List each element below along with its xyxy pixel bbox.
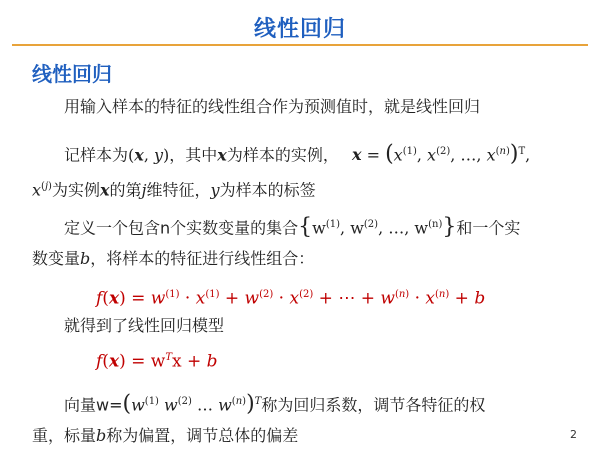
section-heading: 线性回归 (32, 62, 112, 86)
page-number: 2 (570, 428, 577, 441)
paragraph-model-result: 就得到了线性回归模型 (64, 316, 225, 335)
paragraph-weights-set: 定义一个包含n个实数变量的集合{$w^{(1)}$, $w^{(2)}$, …, $w^{(n)}$}和一个实 (64, 214, 521, 240)
paragraph-coefficient-vector: 向量$w=(w^{(1)}$ $w^{(2)}$ … $w^{(n)})^T$称为回归系数，调节各特征的权 (64, 391, 486, 417)
title-divider (12, 44, 588, 46)
formula-linear-combination: $f(x) = w^{(1)} \cdot x^{(1)} + w^{(2)} \cdot x^{(2)}$ + ⋯ + $w^{(n)} \cdot x^{(n)} + b$ (96, 288, 486, 309)
paragraph-sample-definition: 记样本为(x, y)，其中x为样本的实例， $x = (x^{(1)}$, $x^{(2)}$, …, $x^{(n)})^T$, (64, 141, 531, 167)
paragraph-feature-definition: $x^{(j)}$为实例x的第j维特征，y为样本的标签 (32, 180, 316, 200)
formula-linear-model: $f(x) = w^Tx + b$ (96, 351, 218, 372)
paragraph-bias-description: 重，标量b称为偏置，调节总体的偏差 (32, 426, 299, 445)
paragraph-intro: 用输入样本的特征的线性组合作为预测值时，就是线性回归 (64, 97, 481, 116)
paragraph-bias-variable: 数变量b，将样本的特征进行线性组合： (32, 249, 315, 268)
slide-title: 线性回归 (253, 17, 346, 42)
